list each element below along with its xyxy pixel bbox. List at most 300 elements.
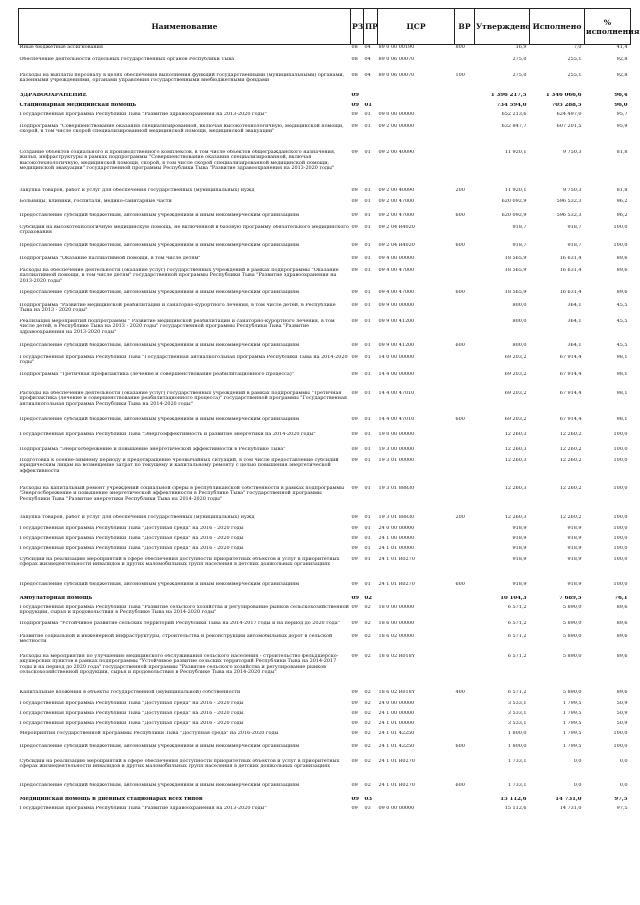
cell-percent: 96,2 — [616, 198, 628, 204]
table-row — [19, 634, 631, 654]
cell-approved: 918,9 — [512, 581, 527, 587]
cell-vr: 100 — [455, 72, 465, 78]
cell-pr: 02 — [364, 620, 371, 626]
cell-approved: 3 533,1 — [507, 710, 527, 716]
cell-name: ЗДРАВООХРАНЕНИЕ — [19, 92, 87, 98]
cell-rz: 09 — [351, 720, 358, 726]
table-row — [19, 447, 631, 458]
cell-approved: 734 594,0 — [496, 102, 527, 108]
cell-vr — [455, 546, 475, 557]
cell-csr: 09 4 00 00000 — [378, 255, 415, 261]
cell-pr: 02 — [364, 595, 373, 601]
cell-approved: 620 092,9 — [501, 212, 527, 218]
cell-pr: 01 — [364, 545, 371, 551]
table-row — [19, 605, 631, 621]
cell-pr: 04 — [364, 56, 371, 62]
cell-rz: 09 — [351, 514, 358, 520]
cell-approved: 3 533,1 — [507, 700, 527, 706]
cell-name: Предоставление субсидий бюджетным, автономным учреждениям и иным некоммерческим организациям — [19, 212, 300, 218]
cell-csr: 89 0 00 00190 — [378, 44, 415, 50]
cell-rz: 09 — [351, 431, 358, 437]
cell-vr — [455, 731, 475, 744]
cell-pr: 01 — [364, 535, 371, 541]
table-row — [19, 557, 631, 582]
table-row — [19, 343, 631, 355]
cell-executed: 14 731,0 — [559, 805, 582, 811]
cell-name: Расходы на обеспечение деятельности (оказание услуг) государственных учреждений в рамках подпрограммы "Оказание паллиативной помощи, в том числе детям" государственной программы Республики Тыва "Развитие здравоохранения на 2013-2020 годы" — [19, 267, 339, 284]
cell-percent: 97,5 — [614, 796, 628, 802]
cell-executed: 918,9 — [567, 556, 582, 562]
cell-name: Государственная программа Республики Тыва "Доступная среда" на 2016 - 2020 годы — [19, 525, 244, 531]
cell-name: Предоставление субсидий бюджетным, автономным учреждениям и иным некоммерческим организациям — [19, 743, 300, 749]
cell-percent: 95,9 — [616, 123, 628, 129]
cell-pr: 01 — [364, 289, 371, 295]
cell-pr: 01 — [364, 525, 371, 531]
cell-csr: 09 2 00 00000 — [378, 123, 415, 129]
cell-csr: 09 2 04 R4020 — [378, 242, 415, 248]
table-row — [19, 150, 631, 188]
cell-rz: 09 — [351, 289, 358, 295]
cell-percent: 95,7 — [616, 111, 628, 117]
cell-percent: 92,8 — [616, 72, 628, 78]
cell-pr — [364, 93, 378, 103]
cell-approved: 6 571,2 — [507, 633, 527, 639]
header-percent-sign: % — [603, 17, 612, 27]
table-row — [19, 45, 631, 57]
cell-approved: 275,0 — [512, 56, 527, 62]
cell-csr: 18 6 00 00000 — [378, 620, 415, 626]
cell-name: Закупка товаров, работ и услуг для обеспечения государственных (муниципальных) нужд — [19, 187, 255, 193]
cell-csr: 24 1 01 R0270 — [378, 556, 415, 562]
cell-executed: 918,9 — [567, 545, 582, 551]
cell-csr: 19 3 00 00000 — [378, 446, 415, 452]
cell-percent: 89,6 — [616, 267, 628, 273]
cell-percent: 100,0 — [613, 224, 628, 230]
cell-name: Предоставление субсидий бюджетным, автономным учреждениям и иным некоммерческим организациям — [19, 289, 300, 295]
cell-rz: 09 — [351, 149, 358, 155]
cell-percent: 96,4 — [614, 92, 628, 98]
cell-pr: 02 — [364, 758, 371, 764]
cell-executed: 607 201,5 — [556, 123, 582, 129]
cell-name: Подпрограмма "Развитие медицинской реабилитации и санаторно-курортного лечения, в том числе детей, в Республике Тыва на 2013 - 2020 годы" — [19, 302, 336, 314]
table-row — [19, 243, 631, 256]
cell-vr — [455, 711, 475, 721]
cell-percent: 100,0 — [613, 525, 628, 531]
cell-approved: 10 104,3 — [500, 595, 527, 601]
cell-vr: 600 — [455, 743, 465, 749]
table-row — [19, 582, 631, 596]
cell-vr — [455, 621, 475, 634]
cell-csr: 14 4 00 47010 — [378, 416, 415, 422]
cell-executed: 7,0 — [573, 44, 582, 50]
cell-approved: 620 092,9 — [501, 198, 527, 204]
cell-vr — [455, 486, 475, 515]
cell-rz: 09 — [351, 187, 358, 193]
table-row — [19, 546, 631, 557]
cell-name: Государственная программа Республики Тыва "Доступная среда" на 2016 - 2020 годы — [19, 710, 244, 716]
cell-approved: 275,0 — [512, 72, 527, 78]
cell-csr: 09 9 00 41200 — [378, 318, 415, 324]
cell-csr: 18 6 02 R018Y — [378, 653, 415, 659]
cell-percent: 41,4 — [616, 44, 628, 50]
cell-csr: 19 3 01 88830 — [378, 514, 415, 520]
cell-name: Закупка товаров, работ и услуг для обеспечения государственных (муниципальных) нужд — [19, 514, 255, 520]
cell-vr — [455, 536, 475, 546]
cell-percent: 100,0 — [613, 446, 628, 452]
cell-vr — [455, 596, 475, 605]
cell-percent: 0,0 — [619, 758, 628, 764]
cell-csr: 89 0 06 00070 — [378, 56, 415, 62]
cell-vr — [455, 721, 475, 731]
table-row — [19, 701, 631, 711]
cell-approved: 11 920,1 — [504, 149, 527, 155]
cell-csr: 24 1 01 R0270 — [378, 581, 415, 587]
header-name: Наименование — [19, 9, 351, 45]
cell-vr — [455, 701, 475, 711]
cell-name: Стационарная медицинская помощь — [19, 102, 137, 108]
cell-pr: 01 — [364, 390, 371, 396]
cell-pr: 01 — [364, 416, 371, 422]
cell-approved: 18 565,9 — [504, 289, 527, 295]
table-header — [19, 9, 640, 45]
cell-approved: 918,7 — [512, 224, 527, 230]
table-row — [19, 303, 631, 319]
cell-percent: 50,9 — [616, 720, 628, 726]
cell-rz: 09 — [351, 390, 358, 396]
cell-pr: 01 — [364, 123, 371, 129]
header-percent — [585, 9, 640, 45]
header-csr: ЦСР — [378, 9, 455, 45]
cell-executed: 918,9 — [567, 525, 582, 531]
cell-vr: 200 — [455, 514, 465, 520]
cell-percent: 100,0 — [613, 485, 628, 491]
cell-name: Субсидии на реализацию мероприятий в сфере обеспечения доступности приоритетных объектов и услуг в приоритетных сферах жизнедеятельности инвалидов и других маломобильных групп населения в детских дошкольных организациях — [19, 556, 340, 568]
cell-percent: 76,1 — [614, 595, 628, 601]
cell-percent: 100,0 — [613, 535, 628, 541]
cell-approved: 632 847,7 — [501, 123, 527, 129]
table-row — [19, 225, 631, 243]
cell-percent: 89,6 — [616, 620, 628, 626]
cell-name: Государственная программа Республики Тыва "Доступная среда" на 2016 - 2020 годы — [19, 545, 244, 551]
table-row — [19, 731, 631, 744]
cell-vr — [455, 112, 475, 124]
cell-rz: 09 — [351, 730, 358, 736]
cell-pr: 02 — [364, 633, 371, 639]
cell-csr: 19 3 01 88830 — [378, 485, 415, 491]
cell-approved: 15 112,6 — [500, 796, 527, 802]
cell-vr — [455, 759, 475, 783]
cell-percent: 97,5 — [616, 805, 628, 811]
cell-approved: 6 571,2 — [507, 620, 527, 626]
cell-pr: 02 — [364, 710, 371, 716]
cell-executed: 12 260,2 — [559, 485, 582, 491]
cell-csr: 19 3 01 00000 — [378, 457, 415, 463]
table-row — [19, 391, 631, 417]
cell-rz: 09 — [351, 700, 358, 706]
cell-percent: 89,6 — [616, 604, 628, 610]
cell-rz: 09 — [351, 198, 358, 204]
cell-approved: 69 203,2 — [504, 416, 527, 422]
cell-vr — [455, 355, 475, 372]
cell-csr: 18 6 02 00000 — [378, 633, 415, 639]
cell-percent: 100,0 — [613, 545, 628, 551]
cell-vr — [455, 199, 475, 213]
cell-percent: 45,5 — [616, 342, 628, 348]
cell-vr — [455, 319, 475, 343]
cell-csr: 24 1 01 42250 — [378, 730, 415, 736]
cell-executed: 0,0 — [573, 782, 582, 788]
cell-rz: 09 — [351, 255, 358, 261]
cell-vr: 600 — [455, 581, 465, 587]
cell-rz: 09 — [351, 302, 358, 308]
cell-executed: 918,9 — [567, 581, 582, 587]
cell-executed: 596 532,3 — [556, 198, 582, 204]
header-executed: Исполнено — [530, 9, 585, 45]
cell-approved: 69 203,2 — [504, 371, 527, 377]
cell-pr: 02 — [364, 653, 371, 659]
cell-vr — [455, 256, 475, 268]
cell-rz: 09 — [351, 123, 358, 129]
cell-executed: 14 731,0 — [555, 796, 582, 802]
cell-rz: 09 — [351, 743, 358, 749]
cell-vr: 600 — [455, 212, 465, 218]
cell-csr: 19 0 00 00000 — [378, 431, 415, 437]
cell-percent: 50,9 — [616, 710, 628, 716]
cell-pr: 02 — [364, 720, 371, 726]
cell-rz: 09 — [351, 446, 358, 452]
cell-percent: 96,0 — [614, 102, 628, 108]
table-row — [19, 690, 631, 701]
cell-csr: 09 9 00 00000 — [378, 302, 415, 308]
cell-approved: 1 800,0 — [507, 730, 527, 736]
cell-executed: 5 890,0 — [562, 620, 582, 626]
cell-vr — [455, 458, 475, 486]
cell-rz: 09 — [351, 758, 358, 764]
cell-csr: 09 4 00 47000 — [378, 289, 415, 295]
cell-vr: 800 — [455, 44, 465, 50]
cell-percent: 100,0 — [613, 242, 628, 248]
cell-name: Государственная программа Республики Тыва "Государственная антиалкогольная программа Республики Тыва на 2014-2020 годы" — [19, 354, 348, 366]
cell-executed: 364,1 — [567, 342, 582, 348]
cell-name: Расходы на обеспечение деятельности (оказание услуг) государственных учреждений в рамках подпрограммы "Третичная профилактика (лечение и совершенствование реабилитационного процесса)" государственной программы "Государственная антиалкогольная программа Республики Тыва на 2014-2020 годы" — [19, 390, 348, 407]
cell-name: Государственная программа Республики Тыва "Доступная среда" на 2016 - 2020 годы — [19, 535, 244, 541]
cell-vr — [455, 432, 475, 447]
cell-name: Предоставление субсидий бюджетным, автономным учреждениям и иным некоммерческим организациям — [19, 342, 300, 348]
cell-approved: 918,7 — [512, 242, 527, 248]
cell-vr — [455, 391, 475, 417]
table-row — [19, 112, 631, 124]
cell-executed: 255,1 — [567, 56, 582, 62]
table-row — [19, 73, 631, 93]
cell-rz: 09 — [351, 535, 358, 541]
header-percent-word: исполнения — [586, 26, 640, 36]
cell-name: Подпрограмма "Устойчивое развитие сельских территорий Республики Тыва на 2014-2017 годы и на период до 2020 года" — [19, 620, 340, 626]
cell-executed: 12 260,2 — [559, 514, 582, 520]
cell-csr: 09 4 00 47000 — [378, 267, 415, 273]
cell-executed: 918,7 — [567, 224, 582, 230]
cell-pr: 01 — [364, 242, 371, 248]
cell-csr: 24 1 01 42250 — [378, 743, 415, 749]
table-row — [19, 103, 631, 112]
cell-vr — [455, 654, 475, 690]
cell-rz: 09 — [351, 545, 358, 551]
table-row — [19, 57, 631, 73]
cell-executed: 364,1 — [567, 318, 582, 324]
cell-name: Государственная программа Республики Тыва "Доступная среда" на 2016 - 2020 годы — [19, 700, 244, 706]
cell-name: Государственная программа Республики Тыва "Доступная среда" на 2016 - 2020 годы — [19, 720, 244, 726]
header-vr: ВР — [455, 9, 475, 45]
cell-csr: 14 0 00 00000 — [378, 354, 415, 360]
cell-pr: 01 — [364, 431, 371, 437]
cell-approved: 15 112,6 — [504, 805, 527, 811]
table-row — [19, 806, 631, 815]
cell-rz: 09 — [351, 604, 358, 610]
cell-percent: 81,8 — [616, 149, 628, 155]
cell-executed: 9 750,3 — [562, 187, 582, 193]
cell-approved: 652 213,6 — [501, 111, 527, 117]
cell-vr: 600 — [455, 416, 465, 422]
cell-rz: 08 — [351, 72, 358, 78]
cell-percent: 96,2 — [616, 212, 628, 218]
cell-executed: 67 914,4 — [559, 371, 582, 377]
cell-rz: 09 — [351, 581, 358, 587]
cell-name: Расходы на капитальный ремонт учреждений социальной сферы в республиканской собственности в рамках подпрограммы "Энергосбережение и повышение энергетической эффективности в Республике Тыва" государственной программы Республики Тыва "Развитие энергетики Республики Тыва на 2014-2020 годы" — [19, 485, 345, 502]
table-body — [19, 45, 631, 815]
cell-percent: 98,1 — [616, 390, 628, 396]
cell-csr: 09 0 00 00000 — [378, 111, 415, 117]
cell-pr: 01 — [364, 267, 371, 273]
cell-name: Реализация мероприятий подпрограммы " Развитие медицинской реабилитации и санаторно-курортного лечения, в том числе детей, в Республике Тыва на 2013 - 2020 годы" государственной программы Республики Тыва "Развитие здравоохранения на 2013-2020 годы" — [19, 318, 335, 335]
cell-pr: 01 — [364, 198, 371, 204]
cell-csr: 14 4 00 00000 — [378, 371, 415, 377]
cell-approved: 1 733,1 — [507, 782, 527, 788]
table-row — [19, 199, 631, 213]
cell-vr: 600 — [455, 342, 465, 348]
cell-pr: 01 — [364, 342, 371, 348]
cell-pr: 01 — [364, 556, 371, 562]
cell-approved: 12 260,3 — [504, 485, 527, 491]
cell-pr: 02 — [364, 730, 371, 736]
cell-pr: 01 — [364, 581, 371, 587]
cell-pr: 01 — [364, 111, 371, 117]
cell-percent: 98,1 — [616, 354, 628, 360]
cell-executed: 16 631,4 — [559, 267, 582, 273]
cell-executed: 5 890,0 — [562, 604, 582, 610]
cell-vr — [455, 103, 475, 112]
cell-csr: 24 1 01 00000 — [378, 720, 415, 726]
cell-rz: 09 — [351, 318, 358, 324]
cell-csr: 14 4 00 47010 — [378, 390, 415, 396]
cell-vr: 600 — [455, 782, 465, 788]
cell-csr — [378, 596, 455, 605]
cell-percent: 100,0 — [613, 514, 628, 520]
table-row — [19, 93, 631, 103]
header-pr: ПР — [364, 9, 378, 45]
cell-executed: 1 799,5 — [562, 720, 582, 726]
cell-csr: 09 2 00 40090 — [378, 187, 415, 193]
cell-rz: 09 — [351, 525, 358, 531]
cell-vr — [455, 93, 475, 103]
cell-approved: 6 571,2 — [507, 653, 527, 659]
cell-executed: 596 532,3 — [556, 212, 582, 218]
table-row — [19, 417, 631, 432]
cell-executed: 5 890,0 — [562, 653, 582, 659]
cell-name: Обеспечение деятельности отдельных государственных органов Республики Тыва — [19, 56, 235, 62]
cell-name: Создание объектов социального и производственного комплексов, в том числе объектов общегражданского назначения, жилья, инфраструктуры в рамках подпрограммы "Совершенствование оказания специализированной, включая высокотехнологичную, медицинской помощи, скорой, в том числе скорой специализированной медицинской помощи, медицинской эвакуации" государственной программы Республики Тыва "Развитие здравоохранения на 2013-2020 годы" — [19, 149, 336, 172]
table-row — [19, 355, 631, 372]
cell-rz: 09 — [351, 371, 358, 377]
table-row — [19, 783, 631, 797]
cell-rz: 08 — [351, 44, 358, 50]
cell-percent: 89,6 — [616, 653, 628, 659]
cell-approved: 3 533,1 — [507, 720, 527, 726]
cell-approved: 69 203,2 — [504, 390, 527, 396]
cell-csr: 09 2 00 47000 — [378, 212, 415, 218]
cell-name: Государственная программа Республики Тыва "Развитие здравоохранения на 2013-2020 годы" — [19, 805, 267, 811]
cell-pr: 01 — [364, 102, 373, 108]
cell-rz: 09 — [351, 342, 358, 348]
cell-csr: 89 0 06 00070 — [378, 72, 415, 78]
cell-pr: 01 — [364, 255, 371, 261]
cell-name: Медицинская помощь в дневных стационарах всех типов — [19, 796, 203, 802]
cell-rz: 09 — [351, 354, 358, 360]
cell-vr — [455, 57, 475, 73]
cell-pr: 01 — [364, 485, 371, 491]
cell-rz: 08 — [351, 56, 358, 62]
cell-csr — [378, 93, 455, 103]
cell-rz: 09 — [351, 556, 358, 562]
cell-pr: 03 — [364, 796, 373, 802]
table-row — [19, 188, 631, 199]
cell-rz: 09 — [351, 267, 358, 273]
cell-approved: 18 565,9 — [504, 255, 527, 261]
cell-approved: 12 260,3 — [504, 514, 527, 520]
cell-executed: 1 799,5 — [562, 730, 582, 736]
cell-vr — [455, 634, 475, 654]
cell-pr: 01 — [364, 514, 371, 520]
cell-name: Предоставление субсидий бюджетным, автономным учреждениям и иным некоммерческим организациям — [19, 416, 300, 422]
cell-csr: 18 6 02 R018Y — [378, 689, 415, 695]
cell-name: Расходы на выплаты персоналу в целях обеспечения выполнения функций государственными (муниципальными) органами, казенными учреждениями, органами управления государственными внебюджетными фондами — [19, 72, 345, 84]
cell-executed: 1 799,5 — [562, 743, 582, 749]
table-row — [19, 213, 631, 225]
cell-vr — [455, 150, 475, 188]
cell-executed: 67 914,4 — [559, 354, 582, 360]
cell-name: Подпрограмма "Третичная профилактика (лечение и совершенствование реабилитационного процесса)" — [19, 371, 294, 377]
cell-vr — [455, 447, 475, 458]
cell-pr: 01 — [364, 371, 371, 377]
table-row — [19, 526, 631, 536]
cell-pr: 01 — [364, 149, 371, 155]
cell-executed: 16 631,4 — [559, 255, 582, 261]
cell-percent: 100,0 — [613, 581, 628, 587]
cell-rz: 09 — [351, 485, 358, 491]
cell-executed: 1 799,5 — [562, 710, 582, 716]
cell-vr — [455, 526, 475, 536]
cell-executed: 1 799,5 — [562, 700, 582, 706]
cell-vr — [455, 605, 475, 621]
cell-approved: 11 920,1 — [504, 187, 527, 193]
cell-pr: 02 — [364, 782, 371, 788]
cell-name: Подготовка к осенне-зимнему периоду и предотвращение чрезвычайных ситуаций, в том числе предоставление субсидий юридическим лицам на возмещение затрат по текущему и капитальному ремонту с целью повышения энергетической эффективности — [19, 457, 339, 474]
cell-vr — [455, 557, 475, 582]
cell-pr: 01 — [364, 224, 371, 230]
cell-approved: 918,9 — [512, 545, 527, 551]
cell-pr: 01 — [364, 187, 371, 193]
cell-pr: 03 — [364, 805, 371, 811]
cell-rz: 09 — [351, 595, 360, 601]
cell-name: Субсидии на высокотехнологичную медицинскую помощь, не включенной в базовую программу обязательного медицинского страхования — [19, 224, 349, 236]
